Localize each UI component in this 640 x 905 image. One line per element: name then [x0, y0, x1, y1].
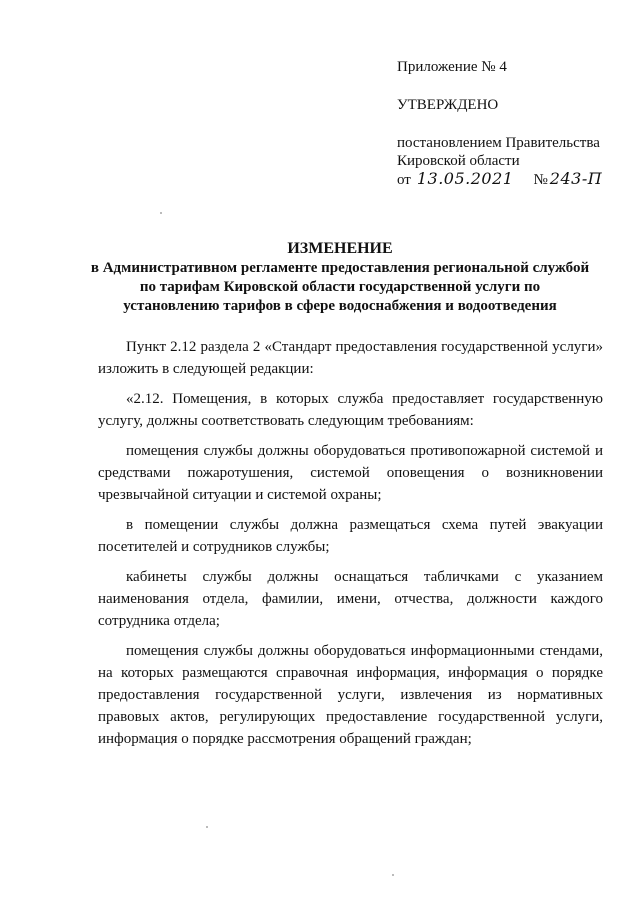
- title-heading: ИЗМЕНЕНИЕ: [287, 240, 393, 257]
- decree-date: 13.05.2021: [416, 169, 514, 188]
- scan-speck: [206, 826, 208, 828]
- body-paragraph: «2.12. Помещения, в которых служба предоставляет государственную услугу, должны соответствовать следующим требованиям:: [98, 391, 603, 429]
- title-subtitle-line-3: установлению тарифов в сфере водоснабжения и водоотведения: [123, 298, 557, 314]
- document-body: [98, 336, 603, 758]
- title-subtitle-line-2: по тарифам Кировской области государственной услуги по: [139, 279, 541, 295]
- decree-line-1: постановлением Правительства: [397, 135, 600, 151]
- body-paragraph: помещения службы должны оборудоваться противопожарной системой и средствами пожаротушения, системой оповещения о возникновении чрезвычайной ситуации и системой охраны;: [98, 443, 603, 503]
- body-paragraph: в помещении службы должна размещаться схема путей эвакуации посетителей и сотрудников службы;: [98, 517, 603, 555]
- body-paragraph: кабинеты службы должны оснащаться табличками с указанием наименования отдела, фамилии, имени, отчества, должности каждого сотрудника отдела;: [98, 569, 603, 629]
- body-paragraph: помещения службы должны оборудоваться информационными стендами, на которых размещаются справочная информация, информация о порядке предоставления государственной услуги, извлечения из нормативных правовых актов, регулирующих предоставление государственной услуги, информация о порядке рассмотрения обращений граждан;: [98, 643, 603, 747]
- decree-from-label: от: [397, 172, 411, 188]
- approved-stamp: УТВЕРЖДЕНО: [397, 97, 499, 113]
- appendix-label: Приложение № 4: [397, 59, 507, 75]
- decree-number: 243-П: [549, 169, 603, 188]
- decree-line-2: Кировской области: [397, 153, 520, 169]
- scan-speck: [392, 874, 394, 876]
- approval-block: [397, 58, 627, 189]
- title-subtitle-line-1: в Административном регламенте предоставления региональной службой: [90, 260, 590, 276]
- document-title: [70, 239, 610, 316]
- scan-speck: [160, 212, 162, 214]
- body-paragraph: Пункт 2.12 раздела 2 «Стандарт предоставления государственной услуги» изложить в следующей редакции:: [98, 339, 603, 377]
- decree-number-label: №: [533, 172, 548, 188]
- decree-date-number: [397, 170, 627, 189]
